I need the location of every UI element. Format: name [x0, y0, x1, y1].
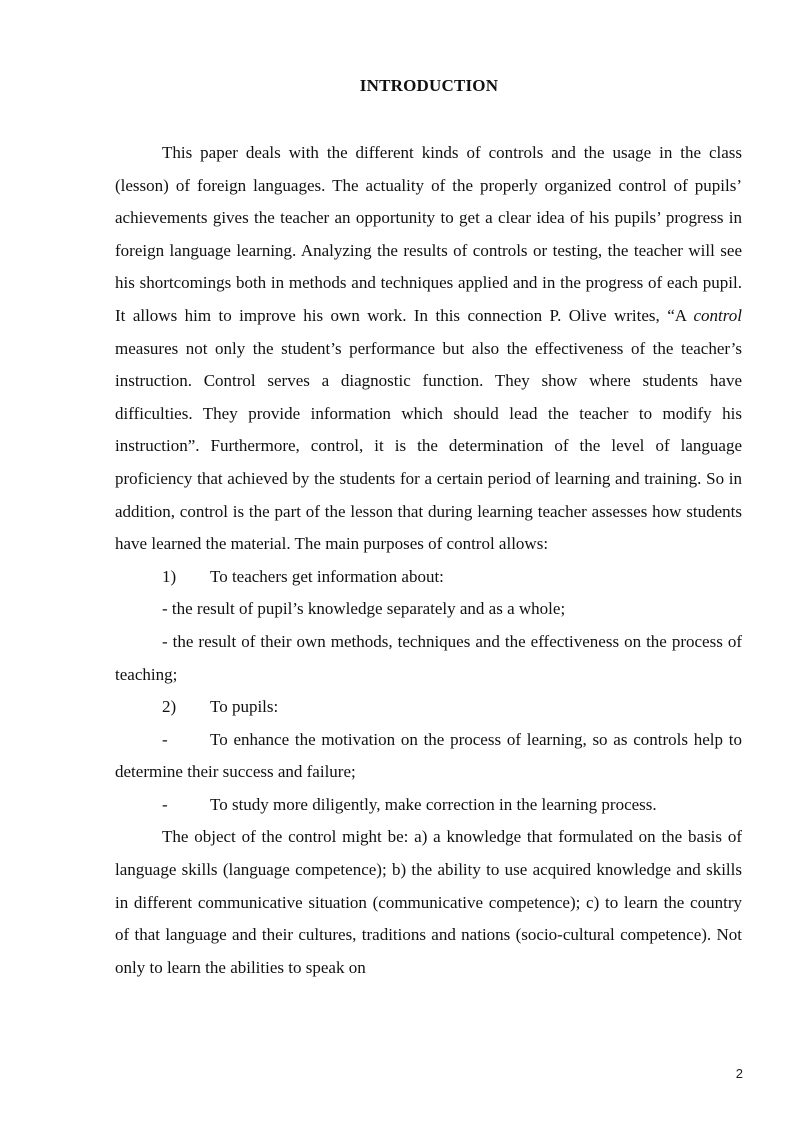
- intro-text-start: This paper deals with the different kinds of controls and the usage in the class (lesson) of foreign languages. The actuality of the properly organized control of pupils’ achievements gives the teacher an opportunity to get a clear idea of his pupils’ progress in foreign language learning. Analyzing the results of controls or testing, the teacher will see his shortcomings both in methods and techniques applied and in the progress of each pupil. It allows him to improve his own work. In this connection P. Olive writes, “A: [115, 143, 742, 325]
- pupil-point: [115, 789, 742, 822]
- teacher-point: - the result of their own methods, techniques and the effectiveness on the process of teaching;: [115, 631, 742, 684]
- dash-marker: -: [162, 794, 168, 814]
- pupil-point: [115, 724, 742, 789]
- pupil-point-text: To study more diligently, make correction in the learning process.: [210, 794, 657, 814]
- document-body: [115, 137, 742, 984]
- teacher-point: - the result of pupil’s knowledge separately and as a whole;: [162, 599, 566, 619]
- page-number: 2: [735, 1066, 743, 1081]
- dash-marker: -: [162, 729, 168, 749]
- object-paragraph: The object of the control might be: a) a knowledge that formulated on the basis of language skills (language competence); b) the ability to use acquired knowledge and skills in different communicative situation (communicative competence); c) to learn the country of that language and their cultures, traditions and nations (socio-cultural competence). Not only to learn the abilities to speak on: [115, 827, 742, 977]
- intro-text-end: measures not only the student’s performance but also the effectiveness of the teacher’s instruction. Control serves a diagnostic function. They show where students have difficulties. They provide information which should lead the teacher to modify his instruction”. Furthermore, control, it is the determination of the level of language proficiency that achieved by the students for a certain period of learning and training. So in addition, control is the part of the lesson that during learning teacher assesses how students have learned the material. The main purposes of control allows:: [115, 338, 742, 554]
- list-item-teachers: [115, 561, 742, 594]
- page-title: INTRODUCTION: [359, 76, 499, 95]
- list-marker: 1): [162, 566, 177, 586]
- pupil-point-text: To enhance the motivation on the process of learning, so as controls help to determine their success and failure;: [115, 729, 742, 782]
- list-item-pupils: [115, 691, 742, 724]
- intro-paragraph: [115, 137, 742, 561]
- list-item-text: To pupils:: [210, 697, 279, 717]
- list-item-text: To teachers get information about:: [210, 566, 444, 586]
- italic-term: control: [693, 305, 742, 325]
- list-marker: 2): [162, 697, 177, 717]
